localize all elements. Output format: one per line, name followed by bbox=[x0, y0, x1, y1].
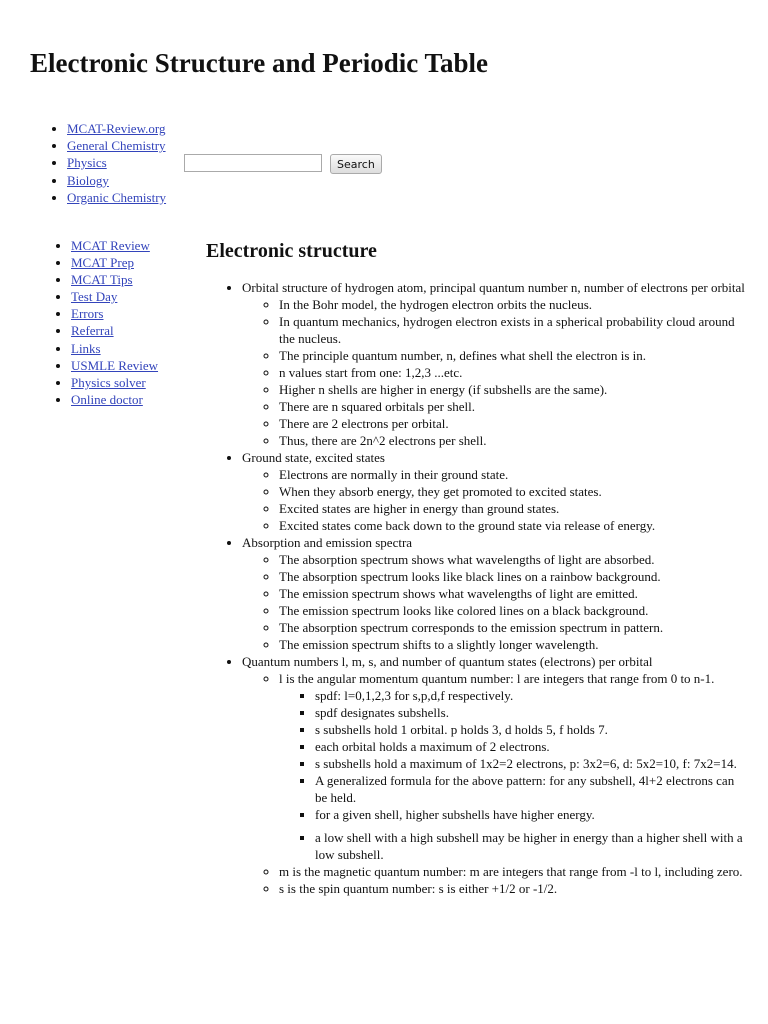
topic-item bbox=[242, 534, 746, 653]
side-nav-item bbox=[71, 340, 158, 357]
point-item: ◦ m is the magnetic quantum number: m are integers that range from -l to l, including zero. bbox=[279, 863, 746, 880]
point-item: ◦ The absorption spectrum corresponds to the emission spectrum in pattern. bbox=[279, 619, 746, 636]
subpoint-item: ▪ s subshells hold 1 orbital. p holds 3, d holds 5, f holds 7. bbox=[315, 721, 746, 738]
side-nav-item bbox=[71, 357, 158, 374]
point-list bbox=[242, 466, 746, 534]
top-nav-link-physics[interactable]: Physics bbox=[67, 155, 107, 171]
side-nav-item bbox=[71, 322, 158, 339]
side-nav-link-online-doctor[interactable]: Online doctor bbox=[71, 391, 143, 407]
side-nav-link-mcat-review[interactable]: MCAT Review bbox=[71, 238, 150, 253]
top-nav-link-general-chemistry[interactable]: General Chemistry bbox=[67, 138, 166, 154]
topic-title: Absorption and emission spectra bbox=[242, 535, 413, 550]
subpoint-item: ▪ each orbital holds a maximum of 2 electrons. bbox=[315, 738, 746, 755]
point-item: ◦ Thus, there are 2n^2 electrons per shell. bbox=[279, 432, 746, 449]
side-nav-link-mcat-tips[interactable]: MCAT Tips bbox=[71, 272, 133, 288]
top-nav-item bbox=[67, 137, 166, 154]
point-text: l is the angular momentum quantum number: l are integers that range from 0 to n-1. bbox=[279, 671, 715, 686]
page-title: Electronic Structure and Periodic Table bbox=[30, 48, 488, 78]
topic-item bbox=[242, 653, 746, 897]
search-button[interactable]: Search bbox=[330, 154, 382, 174]
search-input[interactable] bbox=[184, 154, 322, 172]
side-nav-link-links[interactable]: Links bbox=[71, 340, 101, 356]
top-nav-item bbox=[67, 172, 166, 189]
point-item: ◦ Electrons are normally in their ground state. bbox=[279, 466, 746, 483]
top-nav-item bbox=[67, 189, 166, 206]
subpoint-list bbox=[279, 687, 746, 863]
point-item: ◦ Excited states come back down to the ground state via release of energy. bbox=[279, 517, 746, 534]
point-list bbox=[242, 296, 746, 449]
point-item: ◦ The emission spectrum looks like colored lines on a black background. bbox=[279, 602, 746, 619]
subpoint-item: ▪ a low shell with a high subshell may be higher in energy than a higher shell with a low subshell. bbox=[315, 829, 746, 863]
side-nav-item bbox=[71, 254, 158, 271]
point-item: ◦ When they absorb energy, they get promoted to excited states. bbox=[279, 483, 746, 500]
topic-title: Ground state, excited states bbox=[242, 450, 385, 465]
point-item: ◦ In the Bohr model, the hydrogen electron orbits the nucleus. bbox=[279, 296, 746, 313]
topic-list bbox=[206, 279, 746, 897]
top-nav-item bbox=[67, 120, 166, 137]
side-nav-item bbox=[71, 271, 158, 288]
subpoint-item: ▪ for a given shell, higher subshells have higher energy. bbox=[315, 806, 746, 823]
side-nav-item bbox=[71, 237, 158, 254]
top-nav-link-biology[interactable]: Biology bbox=[67, 172, 109, 188]
side-nav-link-usmle-review[interactable]: USMLE Review bbox=[71, 357, 159, 373]
side-nav-link-physics-solver[interactable]: Physics solver bbox=[71, 374, 146, 390]
topic-item bbox=[242, 449, 746, 534]
point-item: ◦ The principle quantum number, n, defines what shell the electron is in. bbox=[279, 347, 746, 364]
point-item bbox=[279, 670, 746, 863]
point-item: ◦ The emission spectrum shifts to a slightly longer wavelength. bbox=[279, 636, 746, 653]
point-item: ◦ The absorption spectrum shows what wavelengths of light are absorbed. bbox=[279, 551, 746, 568]
point-list bbox=[242, 670, 746, 897]
main-content bbox=[206, 240, 746, 897]
top-nav bbox=[31, 120, 166, 206]
side-nav bbox=[36, 237, 158, 408]
side-nav-item bbox=[71, 374, 158, 391]
point-item: ◦ The absorption spectrum looks like black lines on a rainbow background. bbox=[279, 568, 746, 585]
topic-title: Quantum numbers l, m, s, and number of quantum states (electrons) per orbital bbox=[242, 654, 653, 669]
point-item: ◦ In quantum mechanics, hydrogen electron exists in a spherical probability cloud around the nucleus. bbox=[279, 313, 746, 347]
side-nav-item bbox=[71, 288, 158, 305]
point-list bbox=[242, 551, 746, 653]
point-item: ◦ There are 2 electrons per orbital. bbox=[279, 415, 746, 432]
side-nav-link-errors[interactable]: Errors bbox=[71, 306, 104, 322]
point-item: ◦ Higher n shells are higher in energy (if subshells are the same). bbox=[279, 381, 746, 398]
top-nav-link-organic-chemistry[interactable]: Organic Chemistry bbox=[67, 189, 167, 205]
side-nav-item bbox=[71, 305, 158, 322]
top-nav-link-mcat-review-org[interactable]: MCAT-Review.org bbox=[67, 121, 166, 136]
topic-title: Orbital structure of hydrogen atom, principal quantum number n, number of electrons per orbital bbox=[242, 280, 745, 295]
subpoint-item: ▪ s subshells hold a maximum of 1x2=2 electrons, p: 3x2=6, d: 5x2=10, f: 7x2=14. bbox=[315, 755, 746, 772]
subpoint-item: ▪ spdf designates subshells. bbox=[315, 704, 746, 721]
topic-item bbox=[242, 279, 746, 449]
side-nav-link-referral[interactable]: Referral bbox=[71, 323, 114, 339]
subpoint-item: ▪ A generalized formula for the above pattern: for any subshell, 4l+2 electrons can be held. bbox=[315, 772, 746, 806]
point-item: ◦ n values start from one: 1,2,3 ...etc. bbox=[279, 364, 746, 381]
point-item: ◦ The emission spectrum shows what wavelengths of light are emitted. bbox=[279, 585, 746, 602]
side-nav-link-test-day[interactable]: Test Day bbox=[71, 289, 118, 305]
point-item: ◦ s is the spin quantum number: s is either +1/2 or -1/2. bbox=[279, 880, 746, 897]
section-heading: Electronic structure bbox=[206, 240, 377, 262]
subpoint-item: ▪ spdf: l=0,1,2,3 for s,p,d,f respectively. bbox=[315, 687, 746, 704]
top-nav-item bbox=[67, 154, 166, 171]
side-nav-link-mcat-prep[interactable]: MCAT Prep bbox=[71, 255, 134, 271]
side-nav-item bbox=[71, 391, 158, 408]
point-item: ◦ Excited states are higher in energy than ground states. bbox=[279, 500, 746, 517]
point-item: ◦ There are n squared orbitals per shell. bbox=[279, 398, 746, 415]
